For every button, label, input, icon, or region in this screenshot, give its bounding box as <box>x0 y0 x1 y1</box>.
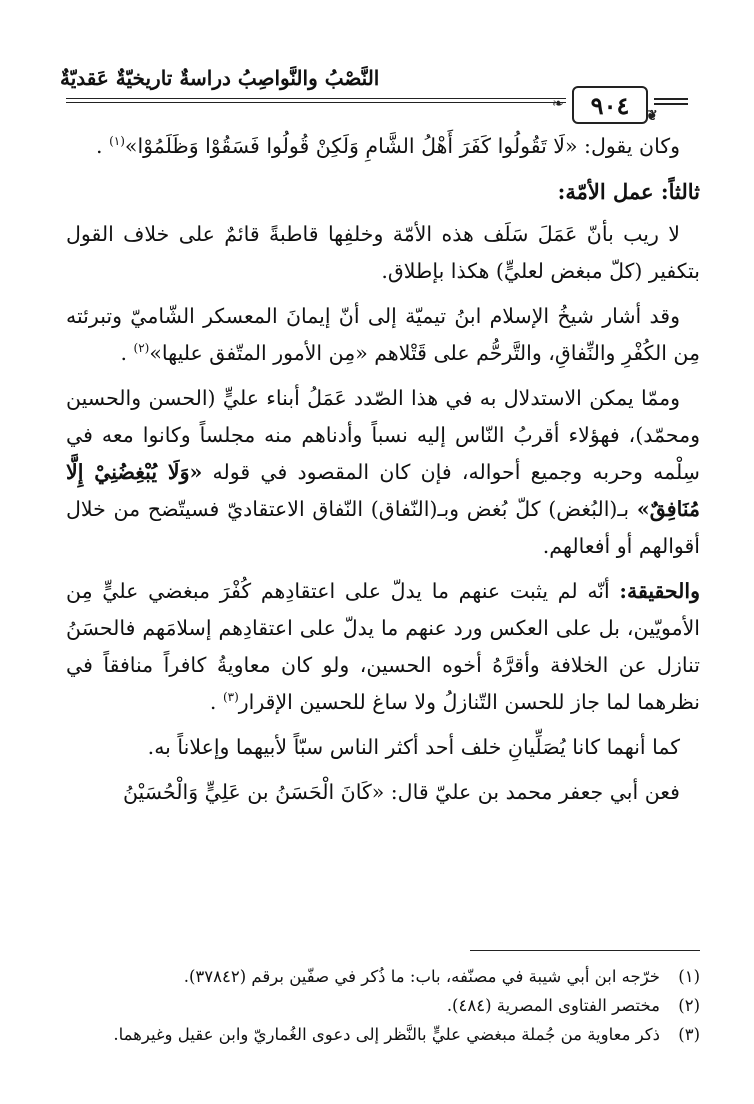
section-heading: ثالثاً: عمل الأمّة: <box>557 179 700 204</box>
footnote-ref[interactable]: (١) <box>109 134 125 149</box>
page-number-box <box>572 86 648 124</box>
paragraph <box>66 380 700 565</box>
footnotes <box>66 962 700 1049</box>
paragraph: كما أنهما كانا يُصَلِّيانِ خلف أحد أكثر الناس سبّاً لأبيهما وإعلاناً به. <box>147 735 680 759</box>
header-rule <box>66 98 566 99</box>
paragraph <box>66 573 700 721</box>
punct: . <box>96 134 103 158</box>
paragraph-text: وكان يقول: «لَا تَقُولُوا كَفَرَ أَهْلُ الشَّامِ وَلَكِنْ قُولُوا فَسَقُوْا وَظَلَمُوْا» <box>124 134 680 158</box>
header-dash <box>654 103 688 105</box>
footnote <box>66 962 700 991</box>
ornament-icon: ❦ <box>646 108 658 124</box>
footnote-text: مختصر الفتاوى المصرية (٤٨٤). <box>446 996 660 1015</box>
lead-word: والحقيقة: <box>619 579 700 603</box>
paragraph-text: بـ(البُغض) كلّ بُغض وبـ(النّفاق) النّفاق الاعتقاديّ فسيتّضح من خلال أقوالهم أو أفعالهم. <box>66 497 700 558</box>
punct: . <box>209 690 217 714</box>
running-title: النَّصْبُ والنَّواصِبُ دراسةٌ تاريخيّةٌ عَقديّةٌ <box>60 66 380 90</box>
header-rule-thin <box>66 102 566 103</box>
punct: . <box>120 341 127 365</box>
page-number: ٩٠٤ <box>590 90 630 120</box>
footnote <box>66 991 700 1020</box>
footnote-number: (٣) <box>678 1025 700 1044</box>
footnote-text: ذكر معاوية من جُملة مبغضي عليٍّ بالنَّظر إلى دعوى الغُماريّ وابن عقيل وغيرهما. <box>113 1025 660 1044</box>
paragraph: فعن أبي جعفر محمد بن عليّ قال: «كَانَ الْحَسَنُ بن عَلِيٍّ وَالْحُسَيْنُ <box>122 780 680 804</box>
footnote-number: (١) <box>678 967 700 986</box>
footnote-separator <box>470 950 700 951</box>
footnote-ref[interactable]: (٢) <box>133 341 150 356</box>
paragraph <box>66 298 700 372</box>
footnote <box>66 1020 700 1049</box>
paragraph: لا ريب بأنّ عَمَلَ سَلَف هذه الأمّة وخلفِها قاطبةً قائمٌ على خلاف القول بتكفير (كلّ مبغض لعليٍّ) هكذا بإطلاق. <box>66 222 700 283</box>
footnote-number: (٢) <box>678 996 700 1015</box>
paragraph-text: وممّا يمكن الاستدلال به في هذا الصّدد عَمَلُ أبناء عليٍّ (الحسن والحسين ومحمّد)، فهؤلاء أقربُ النّاس إليه نسباً وأدناهم منه مجلساً وكانوا معه في سِلْمه وحربه وجميع أحواله، فإن كان المقصود في قوله <box>66 386 700 484</box>
body-text <box>66 128 700 819</box>
paragraph-text: وقد أشار شيخُ الإسلام ابنُ تيميّة إلى أنّ إيمانَ المعسكر الشّاميّ وتبرئته مِن الكُفْرِ والنِّفاقِ، والتَّرحُّم على قَتْلاهم «مِن الأمور المتّفق عليها» <box>66 304 700 365</box>
paragraph <box>66 128 700 165</box>
paragraph-text: أنّه لم يثبت عنهم ما يدلّ على اعتقادِهم كُفْرَ مبغضي عليٍّ مِن الأمويّين، بل على العكس ورد عنهم ما يدلّ على اعتقادِهم إسلامَهم فالحسَنُ تنازل عن الخلافة وأقرَّهُ أخوه الحسين، ولو كان معاويةُ كافراً منافقاً في نظرهما لما جاز للحسن التّنازلُ ولا ساغ للحسين الإقرار <box>66 579 700 714</box>
ornament-icon: ❧ <box>552 96 564 112</box>
header-dash <box>654 98 688 100</box>
footnote-text: خرّجه ابن أبي شيبة في مصنّفه، باب: ما ذُكر في صفّين برقم (٣٧٨٤٢). <box>183 967 660 986</box>
footnote-ref[interactable]: (٣) <box>222 690 239 705</box>
hadith-quote: «وَلَا يُبْغِضُنِيْ إِلَّا مُنَافِقٌ» <box>66 460 700 521</box>
